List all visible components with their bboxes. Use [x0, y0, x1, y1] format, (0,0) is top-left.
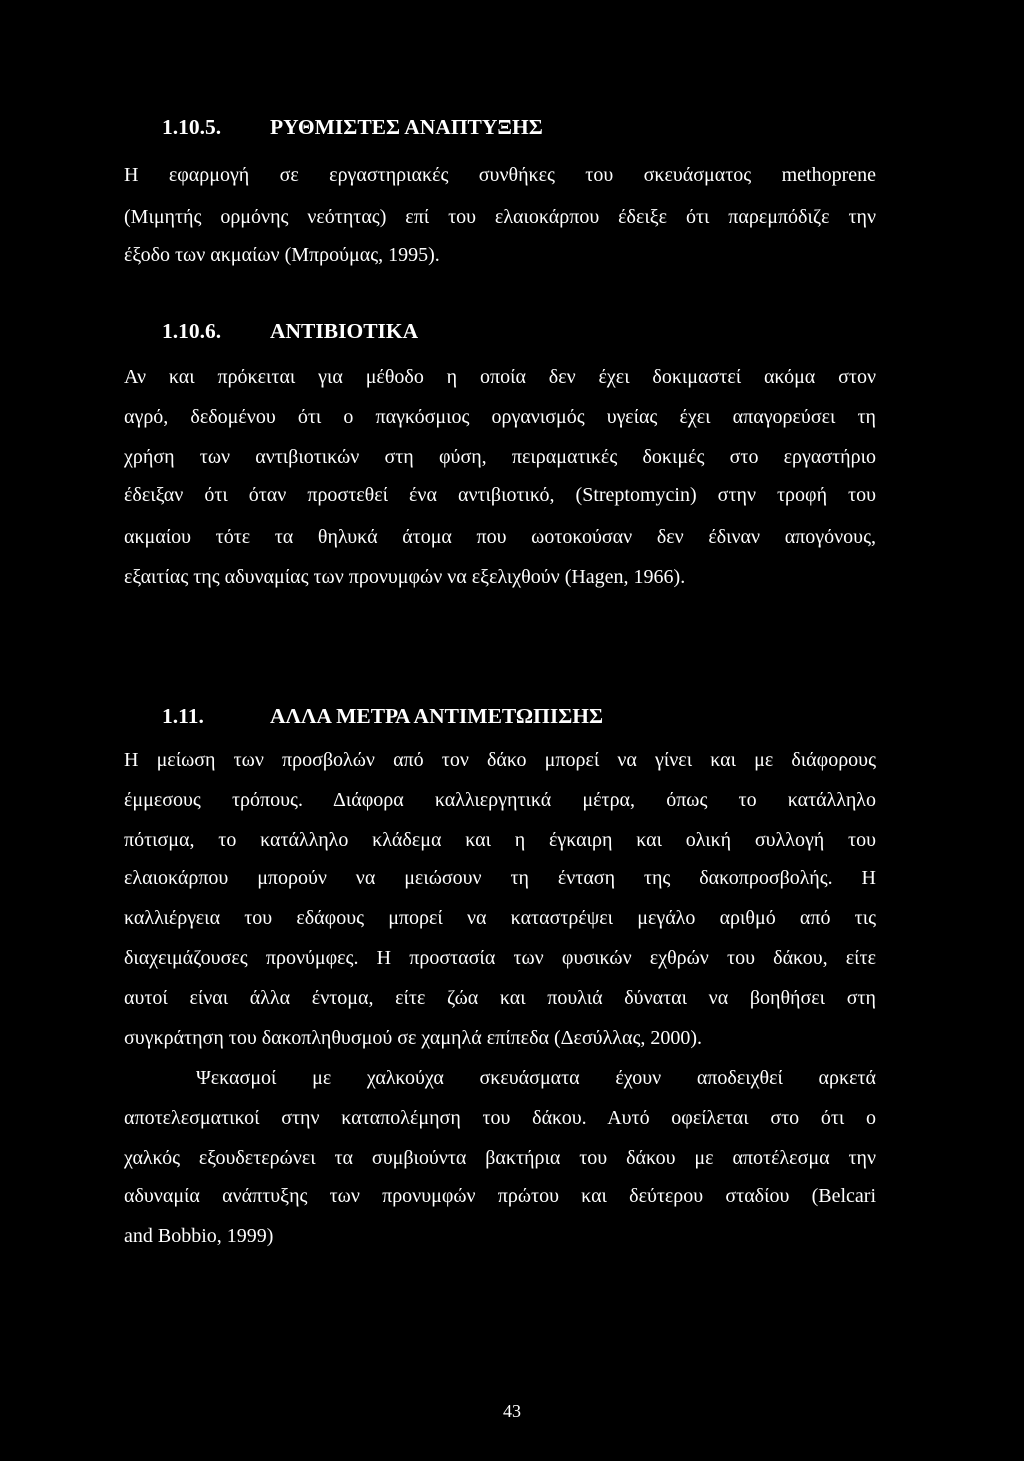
- text-line: έξοδο των ακμαίων (Μπρούμας, 1995).: [124, 244, 440, 266]
- section-number: 1.10.5.: [162, 115, 222, 139]
- text-line: Η μείωση των προσβολών από τον δάκο μπορεί να γίνει και με διάφορους: [124, 749, 876, 771]
- text-line: ελαιοκάρπου μπορούν να μειώσουν τη ένταση της δακοπροσβολής. Η: [124, 867, 876, 889]
- text-line: εξαιτίας της αδυναμίας των προνυμφών να εξελιχθούν (Hagen, 1966).: [124, 566, 686, 588]
- text-line: έδειξαν ότι όταν προστεθεί ένα αντιβιοτικό, (Streptomycin) στην τροφή του: [124, 484, 876, 506]
- text-line: αποτελεσματικοί στην καταπολέμηση του δάκου. Αυτό οφείλεται στο ότι ο: [124, 1107, 876, 1129]
- text-line: χρήση των αντιβιοτικών στη φύση, πειραματικές δοκιμές στο εργαστήριο: [124, 446, 876, 468]
- section-number: 1.10.6.: [162, 319, 222, 343]
- text-line: αδυναμία ανάπτυξης των προνυμφών πρώτου και δεύτερου σταδίου (Belcari: [124, 1185, 876, 1207]
- text-line: Η εφαρμογή σε εργαστηριακές συνθήκες του σκευάσματος methoprene: [124, 164, 876, 186]
- text-line: έμμεσους τρόπους. Διάφορα καλλιεργητικά μέτρα, όπως το κατάλληλο: [124, 789, 876, 811]
- section-heading: [162, 113, 902, 141]
- text-line: χαλκός εξουδετερώνει τα συμβιούντα βακτήρια του δάκου με αποτέλεσμα την: [124, 1147, 876, 1169]
- text-line: ακμαίου τότε τα θηλυκά άτομα που ωοτοκούσαν δεν έδιναν απογόνους,: [124, 526, 876, 548]
- section-heading: [162, 317, 902, 345]
- text-line: (Μιμητής ορμόνης νεότητας) επί του ελαιοκάρπου έδειξε ότι παρεμπόδιζε την: [124, 206, 876, 228]
- section-heading: [162, 702, 902, 730]
- text-line: Ψεκασμοί με χαλκούχα σκευάσματα έχουν αποδειχθεί αρκετά: [196, 1067, 876, 1089]
- text-line: συγκράτηση του δακοπληθυσμού σε χαμηλά επίπεδα (Δεσύλλας, 2000).: [124, 1027, 703, 1049]
- text-line: αγρό, δεδομένου ότι ο παγκόσμιος οργανισμός υγείας έχει απαγορεύσει τη: [124, 406, 876, 428]
- text-line: Αν και πρόκειται για μέθοδο η οποία δεν έχει δοκιμαστεί ακόμα στον: [124, 366, 876, 388]
- text-line: and Bobbio, 1999): [124, 1225, 274, 1247]
- page-number: 43: [503, 1401, 521, 1421]
- section-title: ΡΥΘΜΙΣΤΕΣ ΑΝΑΠΤΥΞΗΣ: [270, 115, 543, 139]
- text-line: καλλιέργεια του εδάφους μπορεί να καταστρέψει μεγάλο αριθμό από τις: [124, 907, 876, 929]
- section-number: 1.11.: [162, 704, 204, 728]
- text-line: αυτοί είναι άλλα έντομα, είτε ζώα και πουλιά δύναται να βοηθήσει στη: [124, 987, 876, 1009]
- text-line: διαχειμάζουσες προνύμφες. Η προστασία των φυσικών εχθρών του δάκου, είτε: [124, 947, 876, 969]
- section-title: ΑΝΤΙΒΙΟΤΙΚΑ: [270, 319, 419, 343]
- section-title: ΑΛΛΑ ΜΕΤΡΑ ΑΝΤΙΜΕΤΩΠΙΣΗΣ: [270, 704, 604, 728]
- text-line: πότισμα, το κατάλληλο κλάδεμα και η έγκαιρη και ολική συλλογή του: [124, 829, 876, 851]
